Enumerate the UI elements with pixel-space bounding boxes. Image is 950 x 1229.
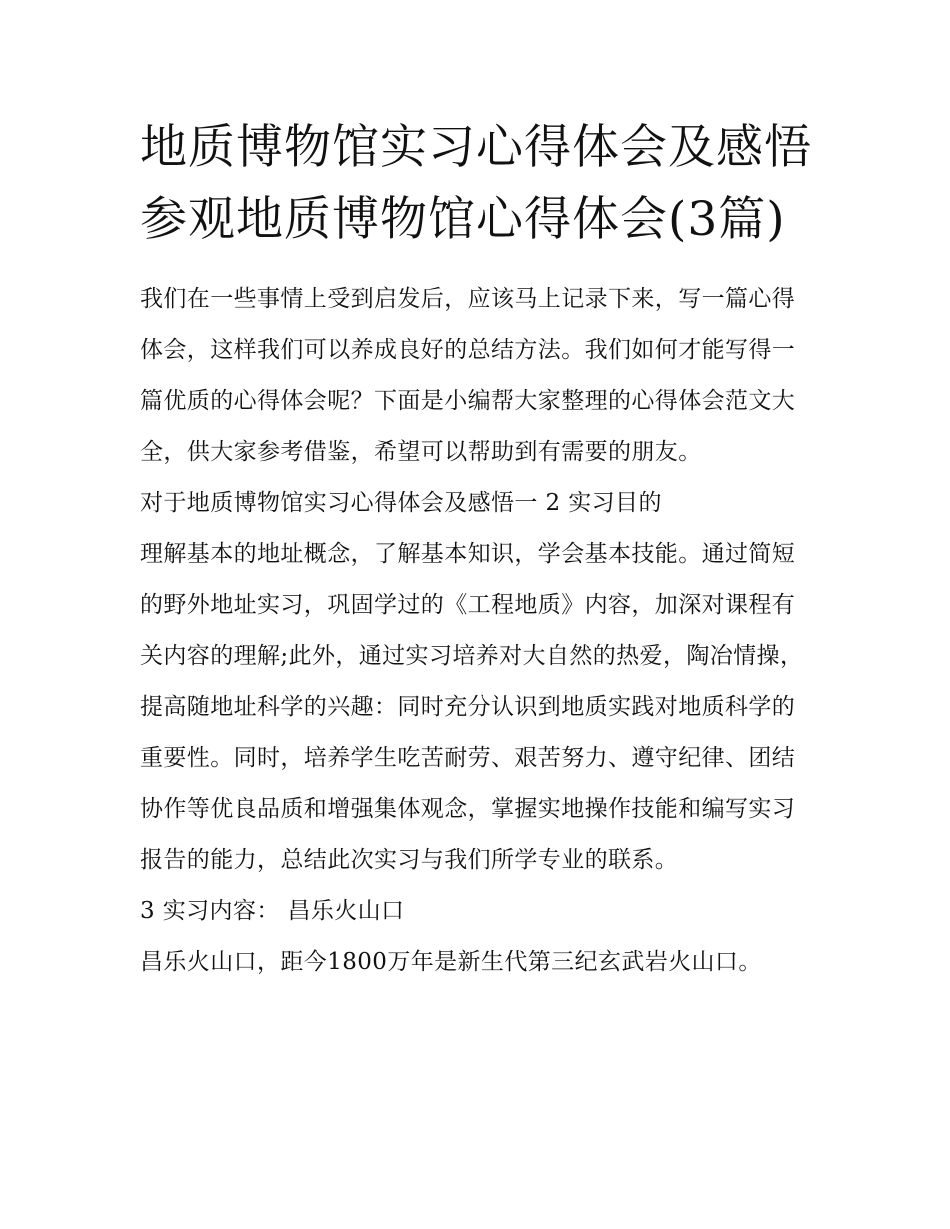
document-title: 地质博物馆实习心得体会及感悟 参观地质博物馆心得体会(3篇) [140, 120, 812, 247]
objective-paragraph: 理解基本的地址概念，了解基本知识，学会基本技能。通过简短的野外地址实习，巩固学过的《工程地质》内容，加深对课程有关内容的理解;此外，通过实习培养对大自然的热爱，陶冶情操，提高随地址科学的兴趣：同时充分认识到地质实践对地质科学的重要性。同时，培养学生吃苦耐劳、艰苦努力、遵守纪律、团结协作等优良品质和增强集体观念，掌握实地操作技能和编写实习报告的能力，总结此次实习与我们所学专业的联系。 [140, 541, 804, 873]
document-page [140, 112, 812, 988]
section-heading-content: 3 实习内容： 昌乐火山口 [140, 898, 405, 924]
document-body [140, 274, 812, 988]
section-heading-objective: 对于地质博物馆实习心得体会及感悟一 2 实习目的 [140, 490, 662, 516]
intro-paragraph: 我们在一些事情上受到启发后，应该马上记录下来，写一篇心得体会，这样我们可以养成良好的总结方法。我们如何才能写得一篇优质的心得体会呢？下面是小编帮大家整理的心得体会范文大全，供大家参考借鉴，希望可以帮助到有需要的朋友。 [140, 286, 796, 465]
content-paragraph: 昌乐火山口，距今1800万年是新生代第三纪玄武岩火山口。 [140, 949, 762, 975]
